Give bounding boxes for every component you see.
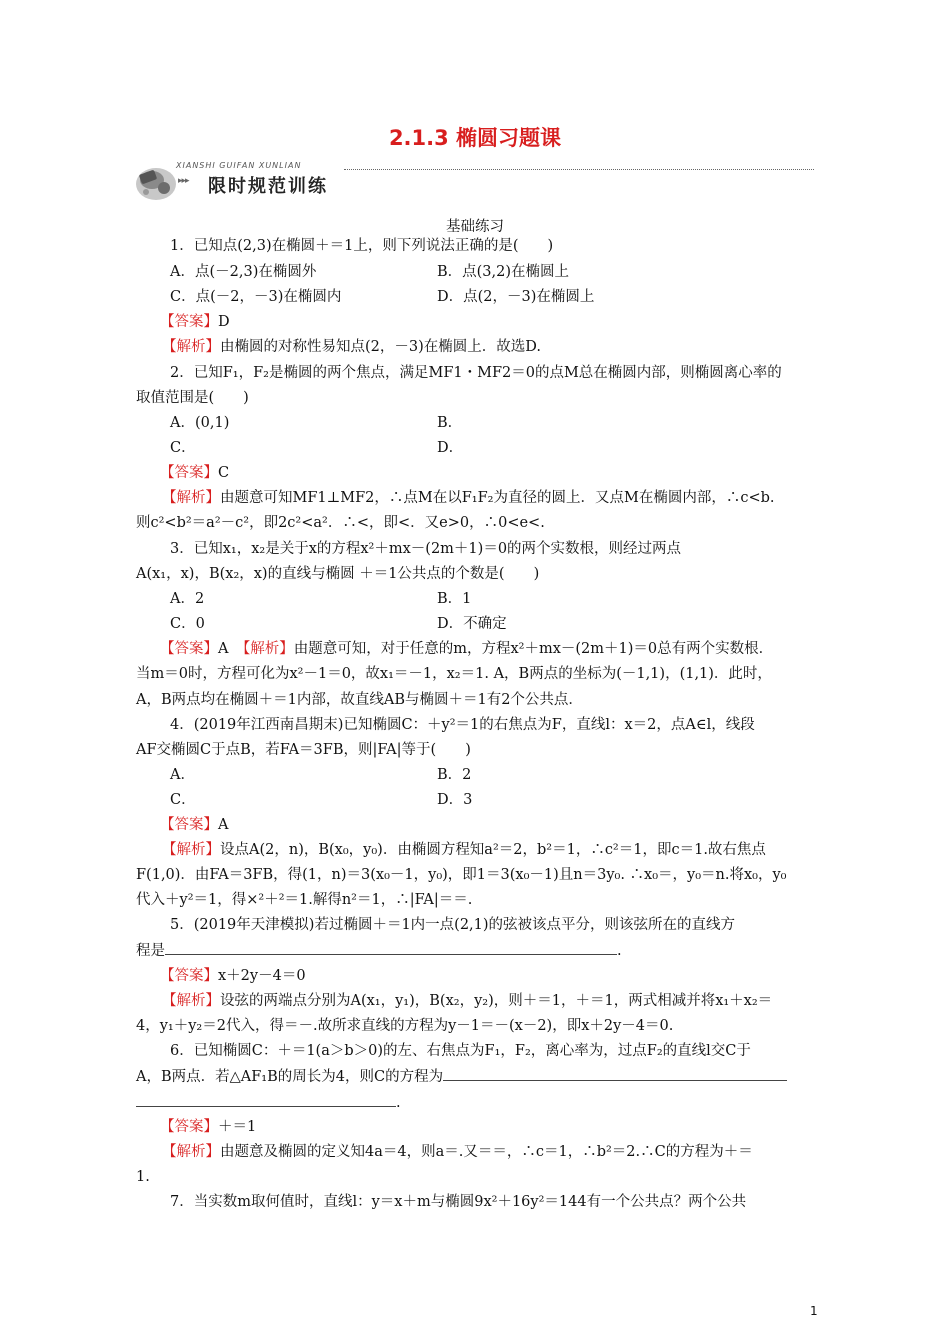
answer-5	[160, 966, 306, 986]
answer-tag: 【答案】	[160, 314, 218, 330]
analysis-4-line-2: F(1,0)．由FA＝3FB，得(1，n)＝3(x₀－1，y₀)，即1＝3(x₀－1)且n＝3y₀. ∴x₀＝，y₀＝n.将x₀，y₀	[136, 867, 787, 883]
answer-tag: 【答案】	[160, 817, 218, 833]
question-2-line-1: 2．已知F₁，F₂是椭圆的两个焦点，满足MF1・MF2＝0的点M总在椭圆内部，则椭圆离心率的	[170, 365, 782, 381]
period: .	[617, 943, 622, 959]
page-number: 1	[810, 1304, 818, 1318]
period: .	[396, 1095, 401, 1111]
analysis-6-line-2: 1.	[136, 1169, 150, 1185]
answer-4	[160, 815, 228, 835]
analysis-tag: 【解析】	[242, 641, 294, 657]
analysis-text: 设弦的两端点分别为A(x₁，y₁)，B(x₂，y₂)，则＋＝1，＋＝1，两式相减并将x₁＋x₂＝	[220, 993, 773, 1009]
question-1: 1．已知点(2,3)在椭圆＋＝1上，则下列说法正确的是( )	[170, 238, 554, 254]
question-6-line-2	[136, 1066, 787, 1087]
answer-text: A	[218, 817, 229, 833]
question-4-line-1: 4．(2019年江西南昌期末)已知椭圆C：＋y²＝1的右焦点为F，直线l：x＝2，点A∈l，线段	[170, 717, 755, 733]
section-banner	[134, 158, 816, 206]
answer-blank	[136, 1092, 396, 1107]
question-6-line-3	[136, 1092, 401, 1113]
option-3a: A．2	[170, 591, 205, 607]
option-2d: D．	[437, 440, 464, 456]
answer-text: D	[218, 314, 230, 330]
analysis-2-line-1	[162, 488, 775, 508]
banner-title: 限时规范训练	[208, 176, 328, 197]
question-2-line-2: 取值范围是( )	[136, 390, 249, 406]
section-title: 基础练习	[446, 219, 504, 235]
option-2c: C．	[170, 440, 196, 456]
answer-text: ＋＝1	[218, 1119, 257, 1135]
question-6-line-1: 6．已知椭圆C：＋＝1(a＞b＞0)的左、右焦点为F₁，F₂，离心率为，过点F₂的直线l交C于	[170, 1043, 751, 1059]
banner-dotted-line	[344, 169, 814, 170]
option-3b: B．1	[437, 591, 472, 607]
answer-tag: 【答案】	[160, 968, 218, 984]
answer-tag: 【答案】	[160, 465, 218, 481]
analysis-5-line-1	[162, 991, 772, 1011]
question-7-line-1: 7．当实数m取何值时，直线l：y＝x＋m与椭圆9x²＋16y²＝144有一个公共点？两个公共	[170, 1194, 747, 1210]
banner-logo-icon	[134, 158, 180, 204]
analysis-1	[162, 337, 541, 357]
analysis-text: 由题意可知，对于任意的m，方程x²＋mx－(2m＋1)＝0总有两个实数根．	[293, 641, 774, 657]
answer-6	[160, 1117, 256, 1137]
question-5-line-1: 5．(2019年天津模拟)若过椭圆＋＝1内一点(2,1)的弦被该点平分，则该弦所在的直线方	[170, 917, 736, 933]
analysis-text: 由椭圆的对称性易知点(2，－3)在椭圆上．故选D.	[220, 339, 541, 355]
answer-blank	[165, 940, 617, 955]
analysis-4-line-1	[162, 840, 766, 860]
analysis-text: 设点A(2，n)，B(x₀，y₀)．由椭圆方程知a²＝2，b²＝1，∴c²＝1，即c＝1.故右焦点	[220, 842, 766, 858]
option-1b: B．点(3,2)在椭圆上	[437, 264, 570, 280]
analysis-6-line-1	[162, 1142, 753, 1162]
analysis-4-line-3: 代入＋y²＝1，得×²＋²＝1.解得n²＝1，∴|FA|＝＝.	[136, 892, 473, 908]
analysis-text: 由题意可知MF1⊥MF2，∴点M在以F₁F₂为直径的圆上．又点M在椭圆内部，∴c<b.	[220, 490, 775, 506]
question-text: 程是	[136, 943, 165, 959]
option-3d: D．不确定	[437, 616, 507, 632]
question-3-line-2: A(x₁，x)，B(x₂，x)的直线与椭圆 ＋＝1公共点的个数是( )	[136, 566, 540, 582]
option-1d: D．点(2，－3)在椭圆上	[437, 289, 595, 305]
banner-english: XIANSHI GUIFAN XUNLIAN	[176, 161, 302, 170]
answer-3	[160, 639, 773, 659]
answer-tag: 【答案】	[160, 641, 218, 657]
option-4d: D．3	[437, 792, 473, 808]
question-3-line-1: 3．已知x₁，x₂是关于x的方程x²＋mx－(2m＋1)＝0的两个实数根，则经过两点	[170, 541, 682, 557]
answer-text: x＋2y－4＝0	[218, 968, 306, 984]
question-4-line-2: AF交椭圆C于点B，若FA＝3FB，则|FA|等于( )	[136, 742, 471, 758]
option-2a: A．(0,1)	[170, 415, 230, 431]
option-2b: B．	[437, 415, 463, 431]
analysis-tag: 【解析】	[162, 490, 220, 506]
option-1a: A．点(－2,3)在椭圆外	[170, 264, 317, 280]
answer-text: A	[218, 641, 229, 657]
option-4c: C．	[170, 792, 196, 808]
option-3c: C．0	[170, 616, 205, 632]
analysis-3-line-3: A，B两点均在椭圆＋＝1内部，故直线AB与椭圆＋＝1有2个公共点．	[136, 692, 583, 708]
banner-arrows-icon: ▸▸▸	[178, 176, 189, 186]
analysis-2-line-2: 则c²<b²＝a²－c²，即2c²<a²．∴<，即<．又e>0，∴0<e<.	[136, 515, 545, 531]
analysis-tag: 【解析】	[162, 842, 220, 858]
analysis-5-line-2: 4，y₁＋y₂＝2代入，得＝－.故所求直线的方程为y－1＝－(x－2)，即x＋2y－4＝0.	[136, 1018, 674, 1034]
option-4b: B．2	[437, 767, 472, 783]
answer-blank	[443, 1066, 787, 1081]
answer-2	[160, 463, 229, 483]
page-title: 2.1.3 椭圆习题课	[388, 126, 562, 150]
answer-text: C	[218, 465, 230, 481]
analysis-tag: 【解析】	[162, 993, 220, 1009]
analysis-text: 由题意及椭圆的定义知4a＝4，则a＝.又＝＝，∴c＝1，∴b²＝2.∴C的方程为＋＝	[220, 1144, 753, 1160]
option-4a: A．	[170, 767, 195, 783]
answer-1	[160, 312, 230, 332]
question-5-line-2	[136, 940, 622, 961]
analysis-tag: 【解析】	[162, 339, 220, 355]
question-text: A，B两点．若△AF₁B的周长为4，则C的方程为	[136, 1069, 444, 1085]
analysis-tag: 【解析】	[162, 1144, 220, 1160]
analysis-3-line-2: 当m＝0时，方程可化为x²－1＝0，故x₁＝－1，x₂＝1. A，B两点的坐标为(－1,1)，(1,1)．此时，	[136, 666, 772, 682]
option-1c: C．点(－2，－3)在椭圆内	[170, 289, 342, 305]
answer-tag: 【答案】	[160, 1119, 218, 1135]
